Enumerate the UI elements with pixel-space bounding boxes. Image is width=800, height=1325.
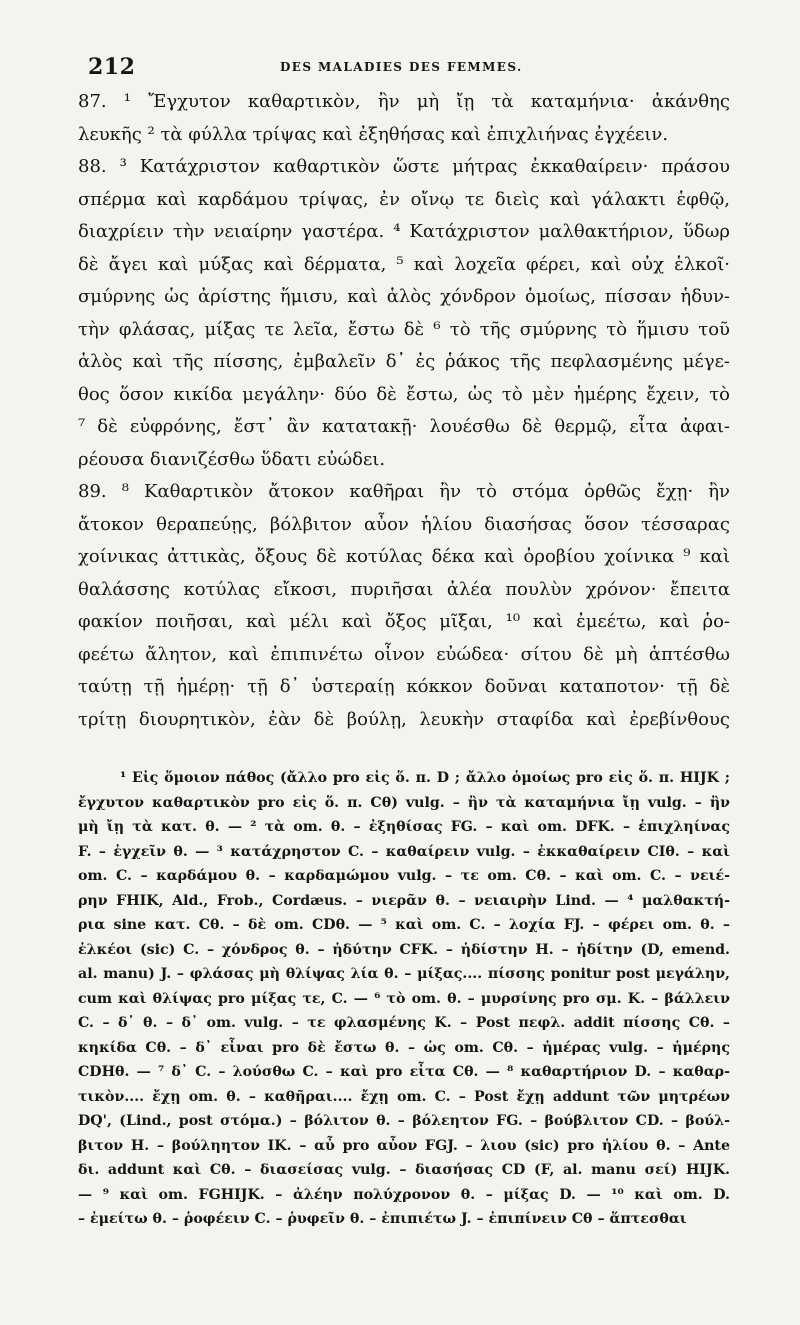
footnote-line: τικὸν.... ἔχῃ om. θ. – καθῆραι.... ἔχῃ om. C. – Post ἔχῃ addunt τῶν μητρέων bbox=[78, 1088, 730, 1105]
text-line: σπέρμα καὶ καρδάμου τρίψας, ἐν οἴνῳ τε διεὶς καὶ γάλακτι ἑφθῷ, bbox=[78, 188, 730, 210]
text-line: 88. ³ Κατάχριστον καθαρτικὸν ὥστε μήτρας ἐκκαθαίρειν· πράσου bbox=[78, 156, 730, 177]
footnote-line: βιτον H. – βούληητον IK. – αὖ pro αὖον FGJ. – λιου (sic) pro ἡλίου θ. – Ante bbox=[78, 1137, 730, 1154]
footnote-line: ρην FHIK, Ald., Frob., Cordæus. – νιερᾶν θ. – νειαιρὴν Lind. — ⁴ μαλθακτή- bbox=[78, 892, 730, 909]
footnote-line: δι. addunt καὶ Cθ. – διασείσας vulg. – διασήσας CD (F, al. manu σεί) HIJK. bbox=[78, 1162, 730, 1178]
footnote-line: CDHθ. — ⁷ δ᾽ C. – λούσθω C. – καὶ pro εἶτα Cθ. — ⁸ καθαρτήριον D. – καθαρ- bbox=[78, 1064, 730, 1080]
text-line: τὴν φλάσας, μίξας τε λεῖα, ἔστω δὲ ⁶ τὸ τῆς σμύρνης τὸ ἥμισυ τοῦ bbox=[78, 318, 730, 340]
footnote-line: ρια sine κατ. Cθ. – δὲ om. CDθ. — ⁵ καὶ om. C. – λοχία FJ. – φέρει om. θ. – bbox=[78, 917, 730, 933]
footnote-line: ἔγχυτον καθαρτικὸν pro εἰς ὅ. π. Cθ) vulg. – ἢν τὰ καταμήνια ἴῃ vulg. – ἢν bbox=[78, 794, 730, 811]
text-line: ταύτῃ τῇ ἡμέρῃ· τῇ δ᾽ ὑστεραίῃ κόκκον δοῦναι καταποτον· τῇ δὲ bbox=[78, 676, 730, 697]
footnote-line: – ἐμείτω θ. – ῥοφέειν C. – ῥυφεῖν θ. – ἐπιπιέτω J. – ἐπιπίνειν Cθ – ἅπτεσθαι bbox=[78, 1211, 687, 1227]
page-number: 212 bbox=[88, 54, 136, 80]
footnote-line: C. – δ᾽ θ. – δ᾽ om. vulg. – τε φλασμένης K. – Post πεφλ. addit πίσσης Cθ. – bbox=[78, 1015, 730, 1031]
footnote-line: cum καὶ θλίψας pro μίξας τε, C. — ⁶ τὸ om. θ. – μυρσίνης pro σμ. K. – βάλλειν bbox=[78, 990, 730, 1007]
text-line: ⁷ δὲ εὐφρόνης, ἔστ᾽ ἂν κατατακῇ· λουέσθω δὲ θερμῷ, εἶτα ἀφαι- bbox=[78, 416, 730, 437]
text-line: λευκῆς ² τὰ φύλλα τρίψας καὶ ἐξηθήσας καὶ ἐπιχλιήνας ἐγχέειν. bbox=[78, 123, 669, 145]
main-text-block bbox=[78, 86, 730, 736]
footnote-line: DQ', (Lind., post στόμα.) – βόλιτον θ. – βόλεητον FG. – βούβλιτον CD. – βούλ- bbox=[78, 1113, 730, 1129]
text-line: ἁλὸς καὶ τῆς πίσσης, ἐμβαλεῖν δ᾽ ἐς ῥάκος τῆς πεφλασμένης μέγε- bbox=[78, 351, 730, 372]
footnote-line: F. – ἐγχεῖν θ. — ³ κατάχρηστον C. – καθαίρειν vulg. – ἐκκαθαίρειν CIθ. – καὶ bbox=[78, 843, 730, 860]
text-line: ρέουσα διανιζέσθω ὕδατι εὐώδει. bbox=[78, 448, 386, 470]
footnote-line: al. manu) J. – φλάσας μὴ θλίψας λία θ. – μίξας.... πίσσης ponitur post μεγάλην, bbox=[78, 966, 730, 982]
footnote-line: — ⁹ καὶ om. FGHIJK. – ἀλέην πολύχρονον θ. – μίξας D. — ¹⁰ καὶ om. D. bbox=[78, 1186, 730, 1203]
footnote-line: μὴ ἴῃ τὰ κατ. θ. — ² τὰ om. θ. – ἐξηθίσας FG. – καὶ om. DFK. – ἐπιχληίνας bbox=[78, 819, 730, 835]
text-line: 87. ¹ Ἔγχυτον καθαρτικὸν, ἢν μὴ ἴῃ τὰ καταμήνια· ἀκάνθης bbox=[78, 91, 730, 112]
footnote-line: ¹ Εἰς ὅμοιον πάθος (ἄλλο pro εἰς ὅ. π. D ; ἄλλο ὁμοίως pro εἰς ὅ. π. HIJK ; bbox=[120, 770, 730, 786]
text-line: χοίνικας ἀττικὰς, ὄξους δὲ κοτύλας δέκα καὶ ὀροβίου χοίνικα ⁹ καὶ bbox=[78, 546, 730, 567]
text-line: διαχρίειν τὴν νειαίρην γαστέρα. ⁴ Κατάχριστον μαλθακτήριον, ὕδωρ bbox=[78, 221, 730, 242]
text-line: φακίον ποιῆσαι, καὶ μέλι καὶ ὄξος μῖξαι, ¹⁰ καὶ ἐμεέτω, καὶ ῥο- bbox=[78, 611, 730, 632]
text-line: δὲ ἄγει καὶ μύξας καὶ δέρματα, ⁵ καὶ λοχεῖα φέρει, καὶ οὐχ ἑλκοῖ· bbox=[78, 253, 730, 275]
running-head bbox=[88, 54, 733, 84]
text-line: θος ὅσον κικίδα μεγάλην· δύο δὲ ἔστω, ὡς τὸ μὲν ἡμέρης ἔχειν, τὸ bbox=[78, 383, 730, 405]
text-line: τρίτῃ διουρητικὸν, ἐὰν δὲ βούλῃ, λευκὴν σταφίδα καὶ ἐρεβίνθους bbox=[78, 708, 730, 730]
running-title: DES MALADIES DES FEMMES. bbox=[280, 60, 523, 74]
text-line: φεέτω ἄλητον, καὶ ἐπιπινέτω οἶνον εὐώδεα· σίτου δὲ μὴ ἁπτέσθω bbox=[78, 643, 730, 665]
footnote-line: om. C. – καρδάμου θ. – καρδαμώμου vulg. – τε om. Cθ. – καὶ om. C. – νειέ- bbox=[78, 868, 730, 884]
text-line: σμύρνης ὡς ἀρίστης ἥμισυ, καὶ ἁλὸς χόνδρον ὁμοίως, πίσσαν ἡδυν- bbox=[78, 286, 730, 307]
text-line: ἄτοκον θεραπεύῃς, βόλβιτον αὖον ἡλίου διασήσας ὅσον τέσσαρας bbox=[78, 513, 730, 535]
footnotes-block bbox=[78, 766, 730, 1232]
text-line: 89. ⁸ Καθαρτικὸν ἄτοκον καθῆραι ἢν τὸ στόμα ὀρθῶς ἔχῃ· ἢν bbox=[78, 481, 730, 502]
footnote-line: κηκίδα Cθ. – δ᾽ εἶναι pro δὲ ἔστω θ. – ὡς om. Cθ. – ἡμέρας vulg. – ἡμέρης bbox=[78, 1039, 730, 1056]
footnote-line: ἑλκέοι (sic) C. – χόνδρος θ. – ἡδύτην CFK. – ἡδίστην H. – ἡδίτην (D, emend. bbox=[78, 941, 730, 958]
text-line: θαλάσσης κοτύλας εἴκοσι, πυριῆσαι ἀλέα πουλὺν χρόνον· ἔπειτα bbox=[78, 578, 730, 600]
